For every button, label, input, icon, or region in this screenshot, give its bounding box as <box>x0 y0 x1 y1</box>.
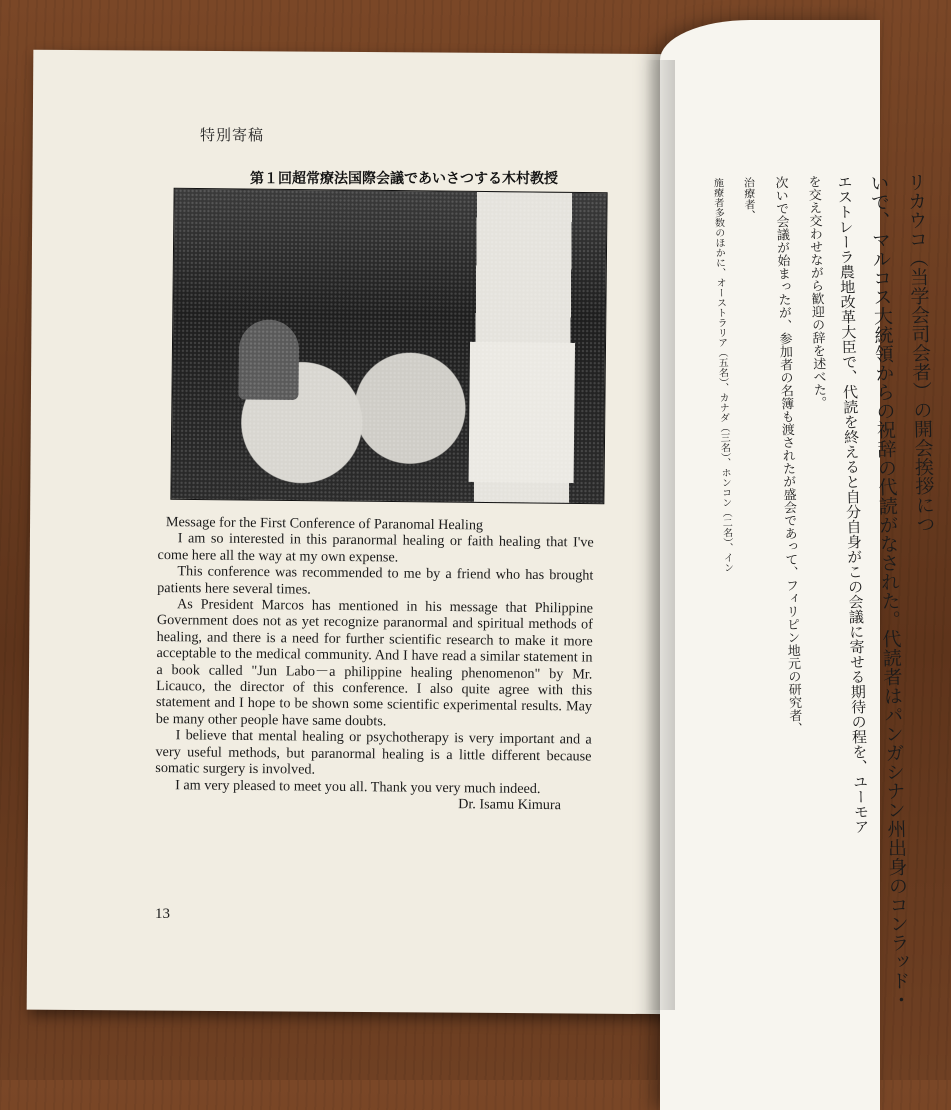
message-text <box>155 514 594 814</box>
vertical-column: 施療者多数のほかに、オーストラリア（五名）、カナダ（三名）、ホンコン（二名）、イン <box>711 177 733 573</box>
message-paragraph: This conference was recommended to me by a friend who has brought patients here several times. <box>157 563 594 598</box>
signature: Dr. Isamu Kimura <box>458 796 562 814</box>
message-heading: Message for the First Conference of Paranomal Healing <box>165 514 484 534</box>
message-paragraph: I am so interested in this paranormal healing or faith healing that I've come here all the way at my own expense. <box>157 530 594 566</box>
photo-caption: 第１回超常療法国際会議であいさつする木村教授 <box>250 171 558 187</box>
vertical-column-top-fragment: リカウコ（当学会司会者）の開会挨拶につ <box>904 172 936 534</box>
vertical-column: 治療者、 <box>742 176 757 221</box>
vertical-column: エストレーラ農地改革大臣で、代読を終えると自分自身がこの会議に寄せる期待の程を、ユーモア <box>835 174 871 835</box>
right-page-vertical-text <box>693 172 950 1010</box>
message-paragraph: I am very pleased to meet you all. Thank you very much indeed. <box>175 776 541 797</box>
photo-podium <box>469 342 575 483</box>
vertical-column: いで、マルコス大統領からの祝辞の代読がなされた。代読者はパンガシナン州出身のコンラッド・ <box>867 173 912 1010</box>
vertical-column: 次いで会議が始まったが、参加者の名簿も渡されたが盛会であって、フィリピン地元の研究者、 <box>772 175 802 735</box>
page-number: 13 <box>155 906 170 922</box>
right-page <box>660 20 936 1110</box>
photo-person-silhouette <box>238 319 299 400</box>
book-gutter-shadow <box>645 60 675 1010</box>
message-paragraph: I believe that mental healing or psychotherapy is very important and a very useful methods, but paranormal healing is a little different because somatic surgery is involved. <box>155 727 592 778</box>
conference-photo <box>170 188 607 505</box>
vertical-column: を交え交わせながら歓迎の辞を述べた。 <box>805 174 827 410</box>
message-paragraph: As President Marcos has mentioned in his message that Philippine Government does not as yet recognize paranormal and spiritual methods of healing, and there is a need for further scientific research to make it more acceptable to the medical community. And I have read a similar statement in a book called "Jun Labo－a philippine healing phenomenon" by Mr. Licauco, the director of this conference. I also quite agree with this statement and I hope to be shown some scientific experimental results. May be many other people have same doubts. <box>155 596 594 730</box>
section-label: 特別寄稿 <box>200 126 265 144</box>
